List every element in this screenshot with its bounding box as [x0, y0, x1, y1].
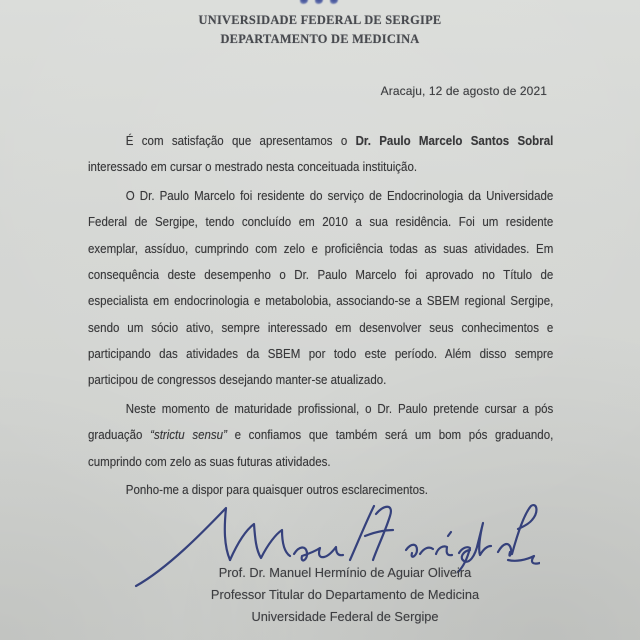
letter-line: Neste momento de maturidade profissional, o Dr. Paulo pretende cursar a pós: [125, 400, 554, 416]
letter-body: [88, 128, 553, 506]
candidate-name-bold: Dr. Paulo Marcelo Santos Sobral: [355, 133, 554, 148]
letter-line: especialista em endocrinologia e metabolobia, associando-se a SBEM regional Sergipe,: [88, 293, 554, 309]
signer-name-line: Prof. Dr. Manuel Hermínio de Aguiar Oliveira: [218, 565, 472, 580]
letter-line: interessado em cursar o mestrado nesta conceituada instituição.: [88, 159, 418, 175]
paragraph-intent: [88, 396, 553, 475]
letter-line: participou de congressos desejando manter-se atualizado.: [88, 372, 387, 388]
letterhead: [0, 11, 640, 49]
letterhead-university: UNIVERSIDADE FEDERAL DE SERGIPE: [198, 13, 442, 27]
logo-dot-icon: [300, 0, 308, 4]
latin-term-italic: “strictu sensu”: [150, 427, 227, 443]
signer-title-line: Professor Titular do Departamento de Medicina: [210, 586, 480, 602]
letter-line: O Dr. Paulo Marcelo foi residente do serviço de Endocrinologia da Universidade: [125, 188, 554, 204]
text-run: graduação: [88, 427, 151, 443]
letter-line: [88, 128, 553, 154]
letter-line: Ponho-me a dispor para quaisquer outros esclarecimentos.: [125, 482, 428, 498]
letter-line: consequência deste desempenho o Dr. Paulo Marcelo foi aprovado no Título de: [88, 266, 554, 282]
letter-line: Federal de Sergipe, tendo concluído em 2010 a sua residência. Foi um residente: [88, 214, 554, 230]
letterhead-department: DEPARTAMENTO DE MEDICINA: [220, 32, 420, 46]
paragraph-history: [88, 183, 553, 393]
letter-line: cumprindo com zelo as suas futuras atividades.: [88, 453, 331, 469]
university-logo-fragment-icon: [300, 0, 344, 5]
letter-line: [88, 422, 553, 448]
paragraph-intro: [88, 128, 553, 181]
signer-institution-line: Universidade Federal de Sergipe: [251, 608, 439, 624]
text-run: É com satisfação que apresentamos o: [125, 133, 356, 148]
logo-dot-icon: [315, 0, 323, 4]
letter-line: participando das atividades da SBEM por todo este período. Além disso sempre: [88, 345, 554, 361]
text-run: e confiamos que também será um bom pós graduando,: [226, 427, 554, 443]
logo-dot-icon: [330, 0, 338, 4]
letter-line: exemplar, assíduo, cumprindo com zelo e proficiência todas as suas atividades. Em: [88, 240, 554, 256]
letter-line: sendo um sócio ativo, sempre interessado em desenvolver seus conhecimentos e: [88, 319, 554, 335]
date-line: Aracaju, 12 de agosto de 2021: [380, 84, 547, 98]
signature-block: [125, 562, 565, 627]
